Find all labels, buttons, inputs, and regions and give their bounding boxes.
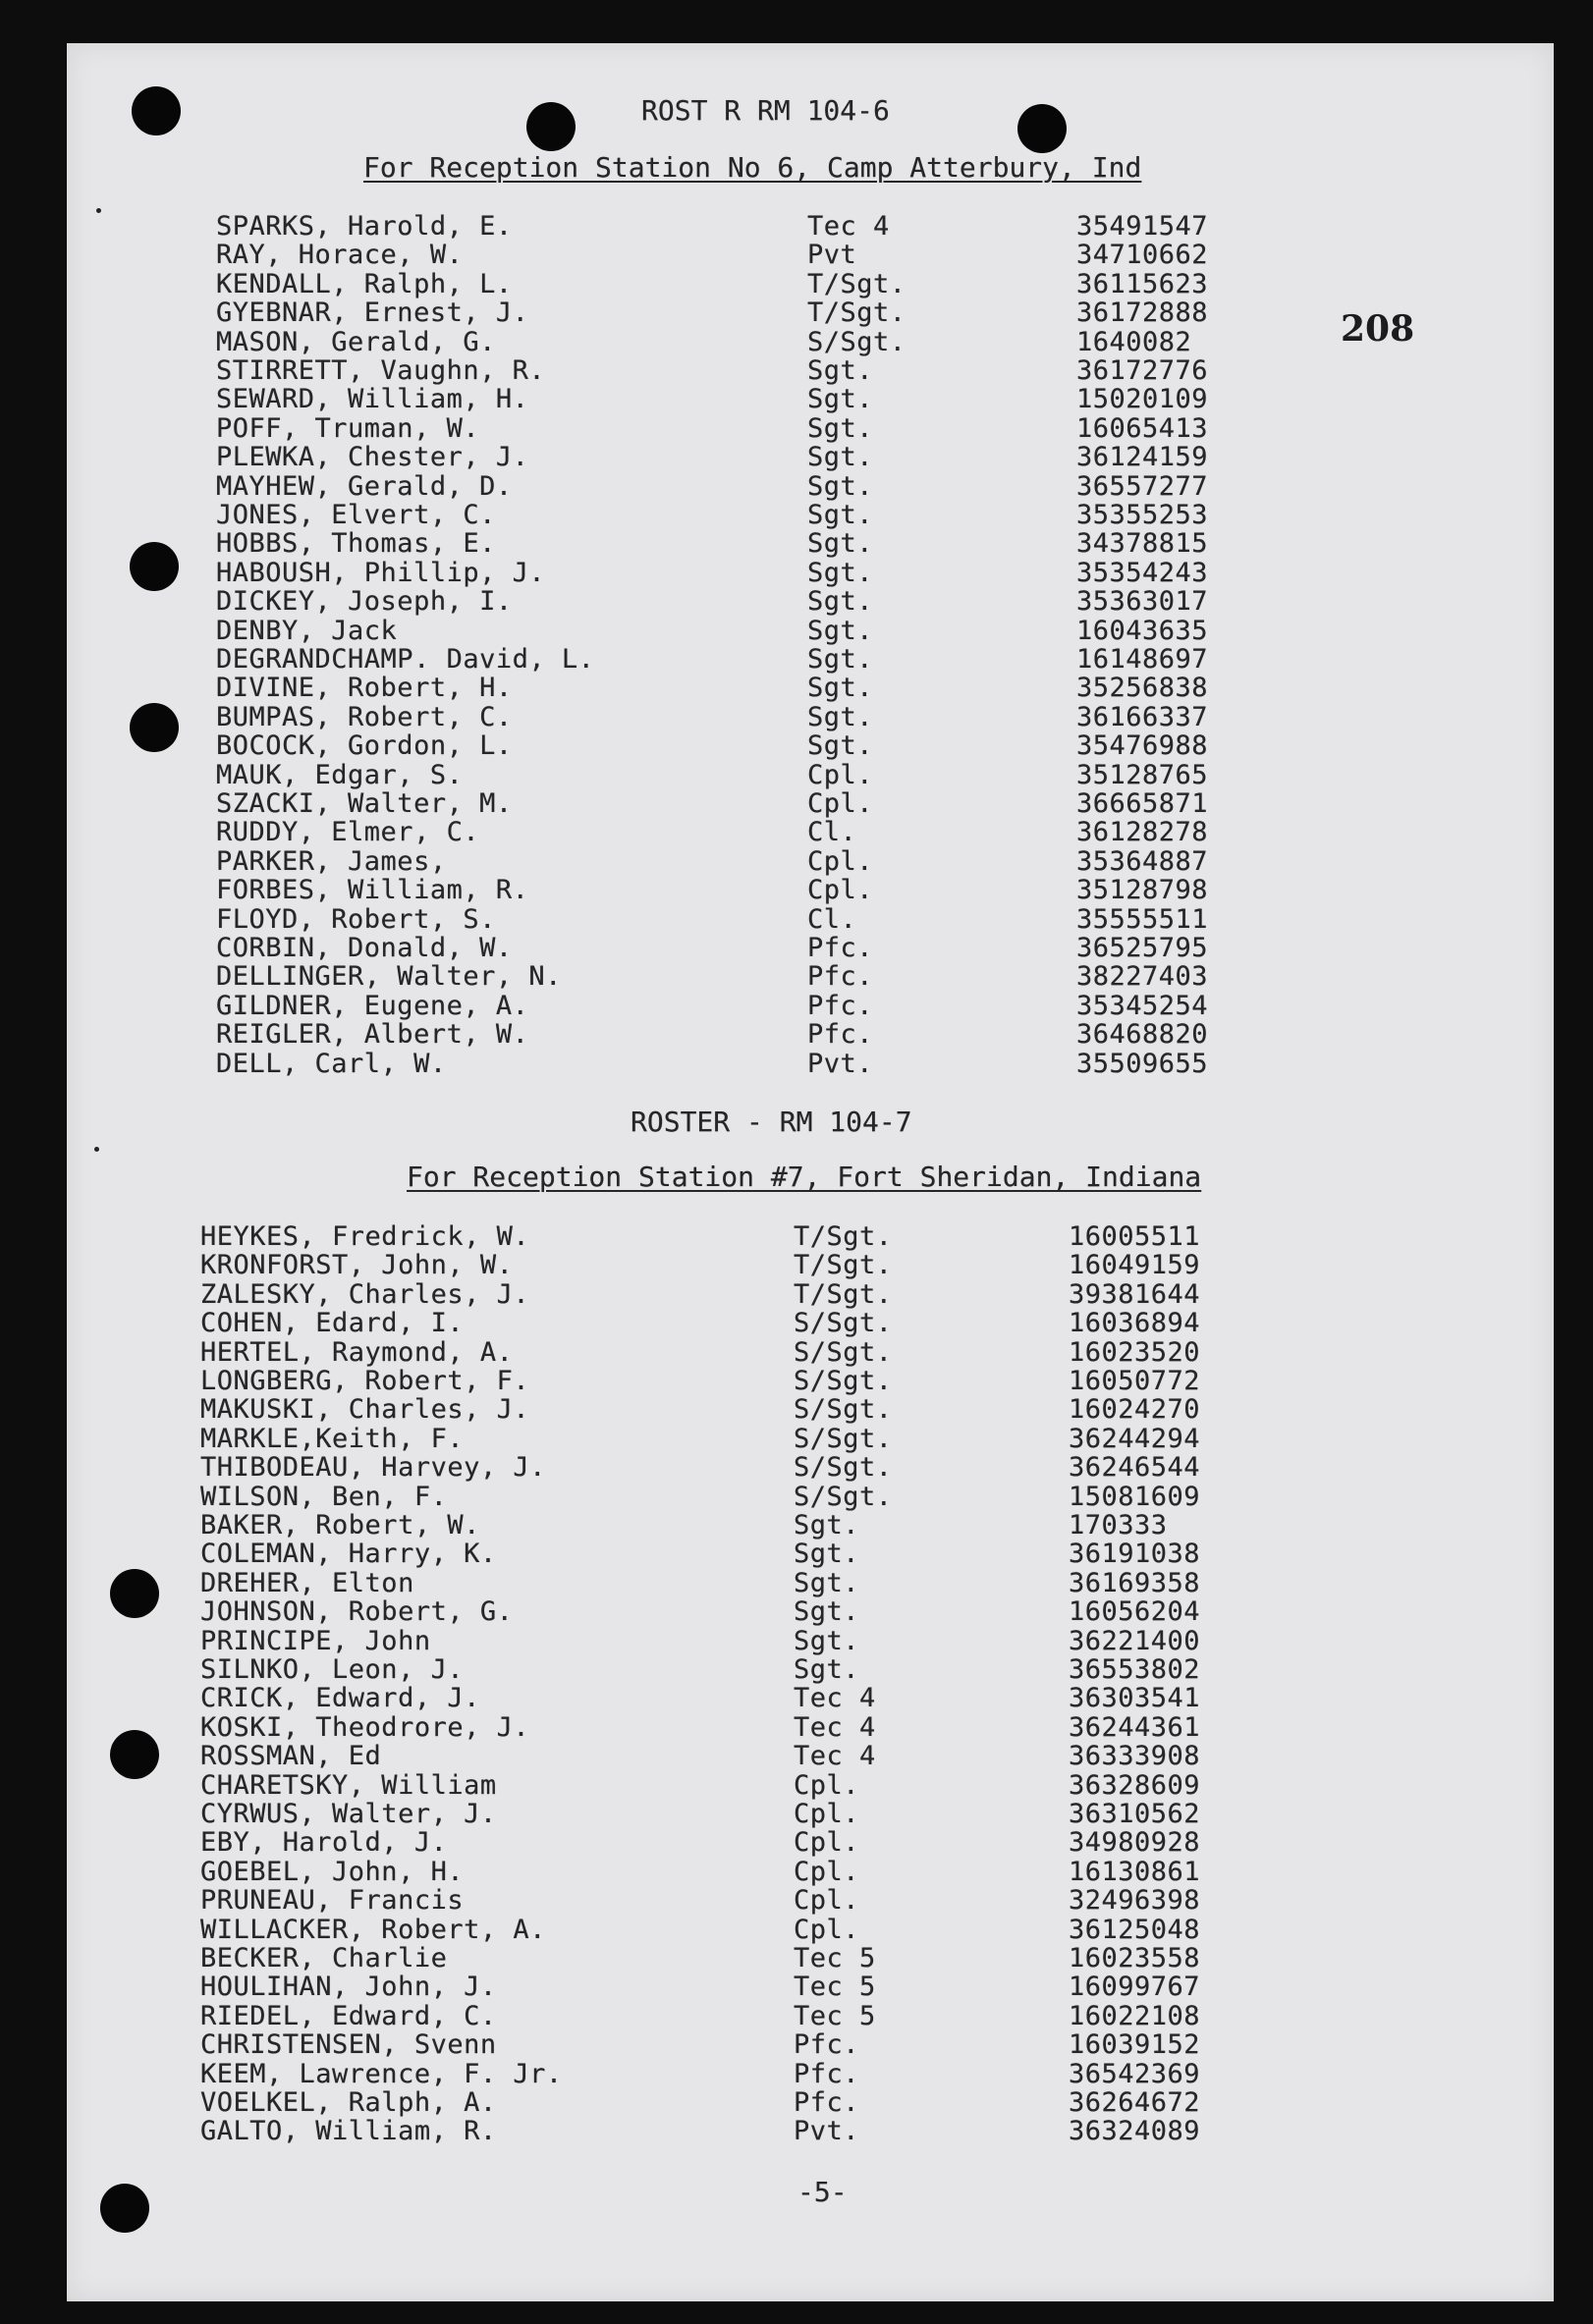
soldier-rank: Sgt. bbox=[794, 1539, 860, 1570]
serial-number: 16050772 bbox=[1069, 1366, 1201, 1396]
serial-number: 1640082 bbox=[1076, 326, 1192, 357]
soldier-name: GYEBNAR, Ernest, J. bbox=[216, 297, 529, 329]
soldier-rank: Cpl. bbox=[807, 875, 874, 906]
soldier-name: DREHER, Elton bbox=[200, 1567, 414, 1598]
soldier-rank: Sgt. bbox=[807, 528, 874, 560]
roster-row bbox=[67, 1511, 1554, 1540]
soldier-name: PRINCIPE, John bbox=[200, 1625, 431, 1656]
soldier-rank: Sgt. bbox=[807, 355, 874, 386]
roster-row bbox=[67, 559, 1554, 587]
soldier-rank: Cl. bbox=[807, 903, 857, 935]
soldier-name: SEWARD, William, H. bbox=[216, 384, 529, 415]
soldier-name: SPARKS, Harold, E. bbox=[216, 211, 513, 242]
serial-number: 16043635 bbox=[1076, 615, 1209, 646]
soldier-name: JONES, Elvert, C. bbox=[216, 500, 496, 530]
roster-row bbox=[67, 1973, 1554, 2001]
soldier-rank: Sgt. bbox=[807, 557, 874, 588]
soldier-rank: Tec 5 bbox=[794, 1943, 876, 1973]
serial-number: 36124159 bbox=[1076, 442, 1209, 473]
serial-number: 34980928 bbox=[1069, 1827, 1201, 1859]
soldier-name: RUDDY, Elmer, C. bbox=[216, 817, 480, 848]
soldier-rank: Cpl. bbox=[807, 759, 874, 790]
serial-number: 35355253 bbox=[1076, 500, 1209, 530]
soldier-name: HOBBS, Thomas, E. bbox=[216, 528, 496, 560]
serial-number: 36333908 bbox=[1069, 1741, 1201, 1772]
roster-title-1: ROST R RM 104-6 bbox=[641, 94, 890, 127]
roster-row bbox=[67, 1338, 1554, 1367]
serial-number: 16024270 bbox=[1069, 1394, 1201, 1426]
roster-row bbox=[67, 1395, 1554, 1424]
soldier-name: CHRISTENSEN, Svenn bbox=[200, 2029, 497, 2061]
roster-row bbox=[67, 876, 1554, 904]
punch-hole bbox=[526, 102, 576, 151]
serial-number: 36221400 bbox=[1069, 1625, 1201, 1656]
serial-number: 35555511 bbox=[1076, 903, 1209, 935]
roster-row bbox=[67, 789, 1554, 818]
soldier-name: DEGRANDCHAMP. David, L. bbox=[216, 644, 595, 675]
roster-row bbox=[67, 1627, 1554, 1655]
soldier-rank: Sgt. bbox=[807, 586, 874, 618]
roster-row bbox=[67, 356, 1554, 385]
serial-number: 32496398 bbox=[1069, 1885, 1201, 1917]
roster-row bbox=[67, 270, 1554, 298]
serial-number: 36328609 bbox=[1069, 1769, 1201, 1801]
serial-number: 36166337 bbox=[1076, 701, 1209, 732]
roster-row bbox=[67, 1858, 1554, 1886]
roster-row bbox=[67, 934, 1554, 962]
soldier-name: MAUK, Edgar, S. bbox=[216, 759, 464, 790]
serial-number: 16023520 bbox=[1069, 1336, 1201, 1368]
roster-row bbox=[67, 1655, 1554, 1684]
soldier-rank: Cpl. bbox=[807, 845, 874, 877]
roster-subtitle-2: For Reception Station #7, Fort Sheridan, Indiana bbox=[407, 1161, 1202, 1193]
serial-number: 36310562 bbox=[1069, 1799, 1201, 1829]
serial-number: 16036894 bbox=[1069, 1308, 1201, 1339]
serial-number: 16065413 bbox=[1076, 412, 1209, 444]
soldier-rank: Sgt. bbox=[807, 500, 874, 530]
soldier-name: KOSKI, Theodrore, J. bbox=[200, 1711, 530, 1743]
serial-number: 35476988 bbox=[1076, 730, 1209, 762]
serial-number: 15081609 bbox=[1069, 1481, 1201, 1512]
soldier-rank: S/Sgt. bbox=[794, 1394, 893, 1426]
soldier-name: PRUNEAU, Francis bbox=[200, 1885, 465, 1917]
soldier-rank: Pvt. bbox=[807, 1048, 874, 1079]
serial-number: 35345254 bbox=[1076, 990, 1209, 1021]
soldier-rank: Cpl. bbox=[794, 1885, 860, 1917]
roster-row bbox=[67, 645, 1554, 674]
soldier-name: BAKER, Robert, W. bbox=[200, 1510, 480, 1540]
soldier-name: EBY, Harold, J. bbox=[200, 1827, 448, 1859]
soldier-rank: Cpl. bbox=[794, 1856, 860, 1887]
serial-number: 16056204 bbox=[1069, 1596, 1201, 1628]
soldier-name: WILLACKER, Robert, A. bbox=[200, 1914, 546, 1945]
roster-row bbox=[67, 1222, 1554, 1251]
soldier-name: WILSON, Ben, F. bbox=[200, 1481, 448, 1512]
roster-row bbox=[67, 443, 1554, 471]
serial-number: 34378815 bbox=[1076, 528, 1209, 560]
roster-row bbox=[67, 298, 1554, 327]
roster-row bbox=[67, 1713, 1554, 1742]
soldier-rank: Cpl. bbox=[807, 788, 874, 819]
roster-row bbox=[67, 1280, 1554, 1309]
soldier-rank: S/Sgt. bbox=[794, 1452, 893, 1484]
soldier-rank: Pfc. bbox=[807, 990, 874, 1021]
soldier-rank: Sgt. bbox=[807, 412, 874, 444]
roster-row bbox=[67, 1483, 1554, 1511]
soldier-rank: Sgt. bbox=[807, 384, 874, 415]
roster-row bbox=[67, 992, 1554, 1020]
roster-row bbox=[67, 761, 1554, 789]
soldier-rank: Pfc. bbox=[794, 2029, 860, 2061]
soldier-rank: T/Sgt. bbox=[807, 268, 906, 299]
roster-row bbox=[67, 328, 1554, 356]
soldier-rank: Cpl. bbox=[794, 1914, 860, 1945]
serial-number: 36525795 bbox=[1076, 933, 1209, 963]
soldier-rank: Sgt. bbox=[807, 442, 874, 473]
serial-number: 36246544 bbox=[1069, 1452, 1201, 1484]
roster-row bbox=[67, 731, 1554, 760]
soldier-rank: Pfc. bbox=[807, 961, 874, 993]
soldier-name: BECKER, Charlie bbox=[200, 1943, 448, 1973]
roster-row bbox=[67, 1020, 1554, 1049]
serial-number: 36324089 bbox=[1069, 2116, 1201, 2147]
soldier-name: RAY, Horace, W. bbox=[216, 240, 464, 271]
roster-row bbox=[67, 1309, 1554, 1337]
soldier-name: REIGLER, Albert, W. bbox=[216, 1019, 529, 1051]
serial-number: 36125048 bbox=[1069, 1914, 1201, 1945]
serial-number: 35364887 bbox=[1076, 845, 1209, 877]
soldier-rank: Cl. bbox=[807, 817, 857, 848]
soldier-name: FLOYD, Robert, S. bbox=[216, 903, 496, 935]
soldier-name: DIVINE, Robert, H. bbox=[216, 673, 513, 704]
roster-row bbox=[67, 2002, 1554, 2030]
soldier-rank: T/Sgt. bbox=[807, 297, 906, 329]
soldier-rank: Cpl. bbox=[794, 1769, 860, 1801]
soldier-rank: Pfc. bbox=[794, 2087, 860, 2118]
roster-row bbox=[67, 472, 1554, 501]
soldier-rank: S/Sgt. bbox=[794, 1366, 893, 1396]
soldier-rank: Tec 5 bbox=[794, 2000, 876, 2031]
soldier-name: KENDALL, Ralph, L. bbox=[216, 268, 513, 299]
serial-number: 36264672 bbox=[1069, 2087, 1201, 2118]
soldier-rank: Tec 4 bbox=[807, 211, 890, 242]
soldier-name: HEYKES, Fredrick, W. bbox=[200, 1221, 530, 1252]
soldier-name: DELLINGER, Walter, N. bbox=[216, 961, 562, 993]
roster-row bbox=[67, 241, 1554, 269]
roster-row bbox=[67, 2117, 1554, 2145]
roster-row bbox=[67, 1916, 1554, 1944]
serial-number: 36244294 bbox=[1069, 1423, 1201, 1454]
roster-row bbox=[67, 587, 1554, 616]
roster-subtitle-1: For Reception Station No 6, Camp Atterbury, Ind bbox=[363, 151, 1142, 184]
soldier-rank: Sgt. bbox=[807, 644, 874, 675]
serial-number: 38227403 bbox=[1076, 961, 1209, 993]
soldier-name: BOCOCK, Gordon, L. bbox=[216, 730, 513, 762]
page-number-footer: -5- bbox=[797, 2176, 848, 2208]
roster-row bbox=[67, 617, 1554, 645]
punch-hole bbox=[132, 86, 181, 135]
soldier-name: PLEWKA, Chester, J. bbox=[216, 442, 529, 473]
soldier-name: DENBY, Jack bbox=[216, 615, 398, 646]
serial-number: 35128798 bbox=[1076, 875, 1209, 906]
roster-row bbox=[67, 703, 1554, 731]
serial-number: 39381644 bbox=[1069, 1278, 1201, 1310]
roster-row bbox=[67, 212, 1554, 241]
soldier-rank: Pfc. bbox=[807, 1019, 874, 1051]
soldier-rank: S/Sgt. bbox=[794, 1481, 893, 1512]
roster-row bbox=[67, 1425, 1554, 1453]
serial-number: 35491547 bbox=[1076, 211, 1209, 242]
serial-number: 16022108 bbox=[1069, 2000, 1201, 2031]
soldier-name: DICKEY, Joseph, I. bbox=[216, 586, 513, 618]
soldier-name: VOELKEL, Ralph, A. bbox=[200, 2087, 497, 2118]
soldier-name: HERTEL, Raymond, A. bbox=[200, 1336, 514, 1368]
soldier-name: SILNKO, Leon, J. bbox=[200, 1654, 465, 1685]
soldier-name: CORBIN, Donald, W. bbox=[216, 933, 513, 963]
soldier-rank: Tec 4 bbox=[794, 1741, 876, 1772]
soldier-rank: S/Sgt. bbox=[807, 326, 906, 357]
serial-number: 36128278 bbox=[1076, 817, 1209, 848]
serial-number: 16039152 bbox=[1069, 2029, 1201, 2061]
serial-number: 34710662 bbox=[1076, 240, 1209, 271]
soldier-name: JOHNSON, Robert, G. bbox=[200, 1596, 514, 1628]
soldier-name: ZALESKY, Charles, J. bbox=[200, 1278, 530, 1310]
soldier-rank: Pfc. bbox=[807, 933, 874, 963]
soldier-rank: Sgt. bbox=[807, 470, 874, 502]
soldier-name: SZACKI, Walter, M. bbox=[216, 788, 513, 819]
serial-number: 16005511 bbox=[1069, 1221, 1201, 1252]
roster-row bbox=[67, 529, 1554, 558]
serial-number: 36542369 bbox=[1069, 2058, 1201, 2089]
serial-number: 16023558 bbox=[1069, 1943, 1201, 1973]
serial-number: 35509655 bbox=[1076, 1048, 1209, 1079]
speck bbox=[94, 1147, 99, 1152]
soldier-rank: Sgt. bbox=[794, 1654, 860, 1685]
roster-row bbox=[67, 1742, 1554, 1770]
soldier-rank: Tec 4 bbox=[794, 1711, 876, 1743]
serial-number: 170333 bbox=[1069, 1510, 1168, 1540]
soldier-rank: Sgt. bbox=[794, 1596, 860, 1628]
soldier-name: KRONFORST, John, W. bbox=[200, 1250, 514, 1281]
soldier-name: BUMPAS, Robert, C. bbox=[216, 701, 513, 732]
soldier-name: COLEMAN, Harry, K. bbox=[200, 1539, 497, 1570]
serial-number: 35363017 bbox=[1076, 586, 1209, 618]
soldier-rank: Pvt bbox=[807, 240, 857, 271]
soldier-name: HABOUSH, Phillip, J. bbox=[216, 557, 546, 588]
soldier-rank: T/Sgt. bbox=[794, 1278, 893, 1310]
roster-row bbox=[67, 501, 1554, 529]
serial-number: 35128765 bbox=[1076, 759, 1209, 790]
soldier-rank: Sgt. bbox=[807, 615, 874, 646]
soldier-name: GOEBEL, John, H. bbox=[200, 1856, 465, 1887]
soldier-name: CHARETSKY, William bbox=[200, 1769, 497, 1801]
roster-row bbox=[67, 1800, 1554, 1828]
soldier-rank: Cpl. bbox=[794, 1799, 860, 1829]
soldier-name: HOULIHAN, John, J. bbox=[200, 1972, 497, 2003]
soldier-name: THIBODEAU, Harvey, J. bbox=[200, 1452, 546, 1484]
roster-row bbox=[67, 962, 1554, 991]
serial-number: 36191038 bbox=[1069, 1539, 1201, 1570]
serial-number: 16049159 bbox=[1069, 1250, 1201, 1281]
soldier-name: PARKER, James, bbox=[216, 845, 447, 877]
soldier-name: MAKUSKI, Charles, J. bbox=[200, 1394, 530, 1426]
roster-row bbox=[67, 2088, 1554, 2117]
soldier-name: CRICK, Edward, J. bbox=[200, 1683, 480, 1714]
soldier-name: MASON, Gerald, G. bbox=[216, 326, 496, 357]
serial-number: 36244361 bbox=[1069, 1711, 1201, 1743]
soldier-rank: S/Sgt. bbox=[794, 1336, 893, 1368]
roster-row bbox=[67, 2060, 1554, 2088]
roster-row bbox=[67, 905, 1554, 934]
serial-number: 36557277 bbox=[1076, 470, 1209, 502]
soldier-name: ROSSMAN, Ed bbox=[200, 1741, 382, 1772]
soldier-rank: Pfc. bbox=[794, 2058, 860, 2089]
soldier-name: MAYHEW, Gerald, D. bbox=[216, 470, 513, 502]
soldier-rank: Sgt. bbox=[807, 730, 874, 762]
soldier-name: CYRWUS, Walter, J. bbox=[200, 1799, 497, 1829]
soldier-name: POFF, Truman, W. bbox=[216, 412, 480, 444]
serial-number: 36169358 bbox=[1069, 1567, 1201, 1598]
soldier-rank: Sgt. bbox=[807, 673, 874, 704]
serial-number: 16099767 bbox=[1069, 1972, 1201, 2003]
roster-row bbox=[67, 1597, 1554, 1626]
serial-number: 15020109 bbox=[1076, 384, 1209, 415]
soldier-name: RIEDEL, Edward, C. bbox=[200, 2000, 497, 2031]
serial-number: 36553802 bbox=[1069, 1654, 1201, 1685]
soldier-name: STIRRETT, Vaughn, R. bbox=[216, 355, 546, 386]
soldier-name: LONGBERG, Robert, F. bbox=[200, 1366, 530, 1396]
roster-row bbox=[67, 1540, 1554, 1568]
page-stamp-number: 208 bbox=[1341, 308, 1415, 350]
soldier-name: COHEN, Edard, I. bbox=[200, 1308, 465, 1339]
roster-row bbox=[67, 1771, 1554, 1800]
serial-number: 36468820 bbox=[1076, 1019, 1209, 1051]
serial-number: 16130861 bbox=[1069, 1856, 1201, 1887]
roster-row bbox=[67, 818, 1554, 846]
soldier-rank: S/Sgt. bbox=[794, 1308, 893, 1339]
roster-row bbox=[67, 1684, 1554, 1712]
serial-number: 36115623 bbox=[1076, 268, 1209, 299]
serial-number: 35256838 bbox=[1076, 673, 1209, 704]
soldier-rank: Tec 4 bbox=[794, 1683, 876, 1714]
roster-row bbox=[67, 1944, 1554, 1973]
soldier-name: GILDNER, Eugene, A. bbox=[216, 990, 529, 1021]
serial-number: 36303541 bbox=[1069, 1683, 1201, 1714]
soldier-rank: Tec 5 bbox=[794, 1972, 876, 2003]
roster-row bbox=[67, 847, 1554, 876]
roster-title-2: ROSTER - RM 104-7 bbox=[631, 1106, 912, 1138]
roster-row bbox=[67, 385, 1554, 413]
punch-hole bbox=[100, 2184, 149, 2233]
serial-number: 35354243 bbox=[1076, 557, 1209, 588]
soldier-rank: S/Sgt. bbox=[794, 1423, 893, 1454]
roster-row bbox=[67, 1050, 1554, 1078]
soldier-rank: T/Sgt. bbox=[794, 1250, 893, 1281]
roster-row bbox=[67, 1828, 1554, 1857]
soldier-rank: T/Sgt. bbox=[794, 1221, 893, 1252]
soldier-rank: Cpl. bbox=[794, 1827, 860, 1859]
roster-row bbox=[67, 414, 1554, 443]
serial-number: 36172776 bbox=[1076, 355, 1209, 386]
soldier-rank: Sgt. bbox=[794, 1625, 860, 1656]
roster-row bbox=[67, 2030, 1554, 2059]
soldier-name: GALTO, William, R. bbox=[200, 2116, 497, 2147]
soldier-name: KEEM, Lawrence, F. Jr. bbox=[200, 2058, 563, 2089]
serial-number: 36172888 bbox=[1076, 297, 1209, 329]
roster-row bbox=[67, 1886, 1554, 1915]
roster-row bbox=[67, 1251, 1554, 1279]
roster-row bbox=[67, 1453, 1554, 1482]
punch-hole bbox=[1017, 104, 1067, 153]
soldier-rank: Pvt. bbox=[794, 2116, 860, 2147]
roster-row bbox=[67, 1569, 1554, 1597]
soldier-rank: Sgt. bbox=[794, 1510, 860, 1540]
soldier-name: MARKLE,Keith, F. bbox=[200, 1423, 465, 1454]
soldier-rank: Sgt. bbox=[807, 701, 874, 732]
roster-row bbox=[67, 674, 1554, 702]
soldier-name: FORBES, William, R. bbox=[216, 875, 529, 906]
serial-number: 36665871 bbox=[1076, 788, 1209, 819]
soldier-name: DELL, Carl, W. bbox=[216, 1048, 447, 1079]
roster-row bbox=[67, 1367, 1554, 1395]
soldier-rank: Sgt. bbox=[794, 1567, 860, 1598]
document-page bbox=[67, 43, 1554, 2301]
serial-number: 16148697 bbox=[1076, 644, 1209, 675]
